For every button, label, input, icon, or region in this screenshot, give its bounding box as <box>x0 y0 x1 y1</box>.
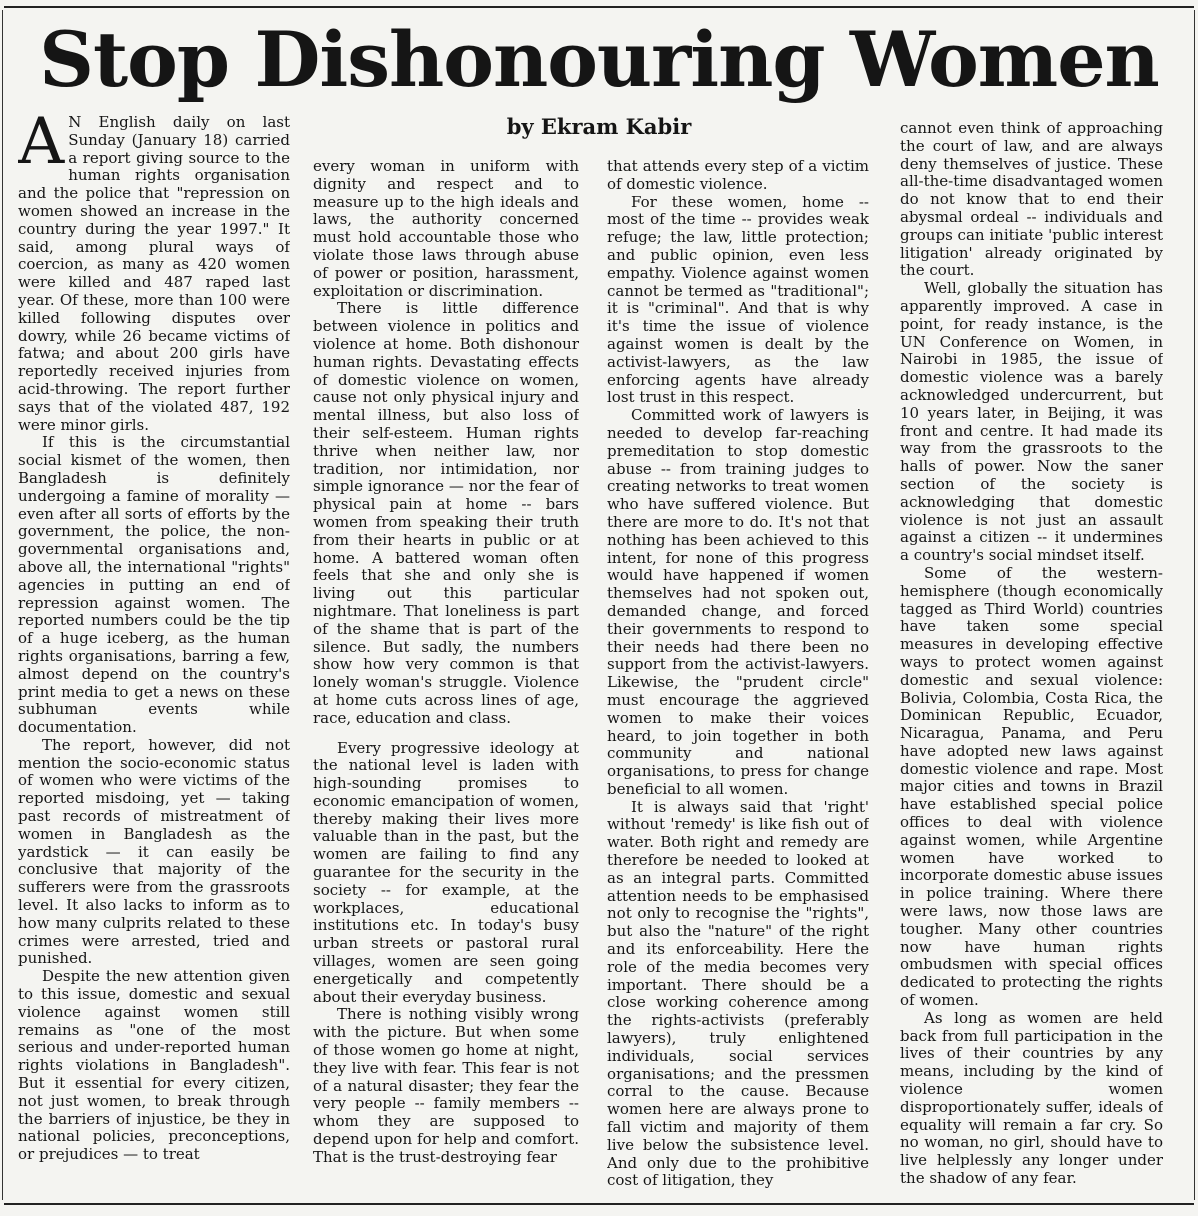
paragraph: For these women, home -- most of the time -- provides weak refuge; the law, little protection; and public opinion, even less empathy. Violence against women cannot be termed as "traditional"; it is "criminal". And that is why it's time the issue of violence against women is dealt by the activist-lawyers, as the law enforcing agents have already lost trust in this respect. <box>607 192 869 407</box>
column-2 <box>313 158 579 1198</box>
paragraph: Some of the western-hemisphere (though economically tagged as Third World) countries have taken some special measures in developing effective ways to protect women against domestic and sexual violence: Bolivia, Colombia, Costa Rica, the Dominican Republic, Ecuador, Nicaragua, Panama, and Peru have adopted new laws against domestic violence and rape. Most major cities and towns in Brazil have established special police offices to deal with violence against women, while Argentine women have worked to incorporate domestic abuse issues in police training. Where there were laws, now those laws are tougher. Many other countries now have human rights ombudsmen with special offices dedicated to protecting the rights of women. <box>900 563 1163 1010</box>
drop-cap: A <box>18 114 65 179</box>
paragraph: Despite the new attention given to this issue, domestic and sexual violence against women still remains as "one of the most serious and under-reported human rights violations in Bangladesh". But it essential for every citizen, not just women, to break through the barriers of injustice, be they in national policies, preconceptions, or prejudices — to treat <box>18 967 290 1164</box>
paragraph: A N English daily on last Sunday (January 18) carried a report giving source to the human rights organisation and the police that "repression on women showed an increase in the country during the year 1997." It said, among plural ways of coercion, as many as 420 women were killed and 487 raped last year. Of these, more than 100 were killed following disputes over dowry, while 26 became victims of fatwa; and about 200 girls have reportedly received injuries from acid-throwing. The report further says that of the violated 487, 192 were minor girls. <box>18 114 290 434</box>
paragraph: The report, however, did not mention the socio-economic status of women who were victims of the reported misdoing, yet — taking past records of mistreatment of women in Bangladesh as the yardstick — it can easily be conclusive that majority of the sufferers were from the grassroots level. It also lacks to inform as to how many culprits related to these crimes were arrested, tried and punished. <box>18 735 290 968</box>
paragraph: cannot even think of approaching the court of law, and are always deny themselves of justice. These all-the-time disadvantaged women do not know that to end their abysmal ordeal -- individuals and groups can initiate 'public interest litigation' already originated by the court. <box>900 120 1163 280</box>
left-border <box>2 10 3 1200</box>
paragraph: If this is the circumstantial social kismet of the women, then Bangladesh is definitely undergoing a famine of morality — even after all sorts of efforts by the government, the police, the non-governmental organisations and, above all, the international "rights" agencies in putting an end of repression against women. The reported numbers could be the tip of a huge iceberg, as the human rights organisations, barring a few, almost depend on the country's print media to get a news on these subhuman events while documentation. <box>18 433 290 737</box>
paragraph: Every progressive ideology at the national level is laden with high-sounding promises to economic emancipation of women, thereby making their lives more valuable than in the past, but the women are failing to find any guarantee for the security in the society -- for example, at the workplaces, educational institutions etc. In today's busy urban streets or pastoral rural villages, women are seen going energetically and competently about their everyday business. <box>313 738 579 1006</box>
paragraph: It is always said that 'right' without 'remedy' is like fish out of water. Both right and remedy are therefore be needed to looked at as an integral parts. Committed attention needs to be emphasised not only to recognise the "rights", but also the "nature" of the right and its enforceability. Here the role of the media becomes very important. There should be a close working coherence among the rights-activists (preferably lawyers), truly enlightened individuals, social services organisations; and the pressmen corral to the cause. Because women here are always prone to fall victim and majority of them live below the subsistence level. And only due to the prohibitive cost of litigation, they <box>607 797 869 1190</box>
headline: Stop Dishonouring Women <box>39 15 1159 104</box>
top-rule <box>4 6 1194 8</box>
column-3 <box>607 158 869 1198</box>
column-4 <box>900 120 1163 1200</box>
bottom-rule <box>4 1203 1194 1205</box>
paragraph: Committed work of lawyers is needed to develop far-reaching premeditation to stop domestic abuse -- from training judges to creating networks to treat women who have suffered violence. But there are more to do. It's not that nothing has been achieved to this intent, for none of this progress would have happened if women themselves had not spoken out, demanded change, and forced their governments to respond to their needs had there been no support from the activist-lawyers. Likewise, the "prudent circle" must encourage the aggrieved women to make their voices heard, to join together in both community and national organisations, to press for change beneficial to all women. <box>607 406 869 798</box>
byline: by Ekram Kabir <box>506 114 692 139</box>
paragraph: There is nothing visibly wrong with the picture. But when some of those women go home at night, they live with fear. This fear is not of a natural disaster; they fear the very people -- family members -- whom they are supposed to depend upon for help and comfort. That is the trust-destroying fear <box>313 1005 579 1166</box>
column-1 <box>18 114 290 1200</box>
paragraph: Well, globally the situation has apparently improved. A case in point, for ready instance, is the UN Conference on Women, in Nairobi in 1985, the issue of domestic violence was a barely acknowledged undercurrent, but 10 years later, in Beijing, it was front and centre. It had made its way from the grassroots to the halls of power. Now the saner section of the society is acknowledging that domestic violence is not just an assault against a citizen -- it undermines a country's social mindset itself. <box>900 279 1163 565</box>
paragraph: There is little difference between violence in politics and violence at home. Both dishonour human rights. Devastating effects of domestic violence on women, cause not only physical injury and mental illness, but also loss of their self-esteem. Human rights thrive when neither law, nor tradition, nor intimidation, nor simple ignorance — nor the fear of physical pain at home -- bars women from speaking their truth from their hearts in public or at home. A battered woman often feels that she and only she is living out this particular nightmare. That loneliness is part of the shame that is part of the silence. But sadly, the numbers show how very common is that lonely woman's struggle. Violence at home cuts across lines of age, race, education and class. <box>313 299 579 727</box>
paragraph: As long as women are held back from full participation in the lives of their countries by any means, including by the kind of violence women disproportionately suffer, ideals of equality will remain a far cry. So no woman, no girl, should have to live helplessly any longer under the shadow of any fear. <box>900 1008 1163 1188</box>
paragraph: that attends every step of a victim of domestic violence. <box>607 158 869 193</box>
paragraph: every woman in uniform with dignity and respect and to measure up to the high ideals and laws, the authority concerned must hold accountable those who violate those laws through abuse of power or position, harassment, exploitation or discrimination. <box>313 158 579 300</box>
right-border <box>1194 10 1195 1200</box>
